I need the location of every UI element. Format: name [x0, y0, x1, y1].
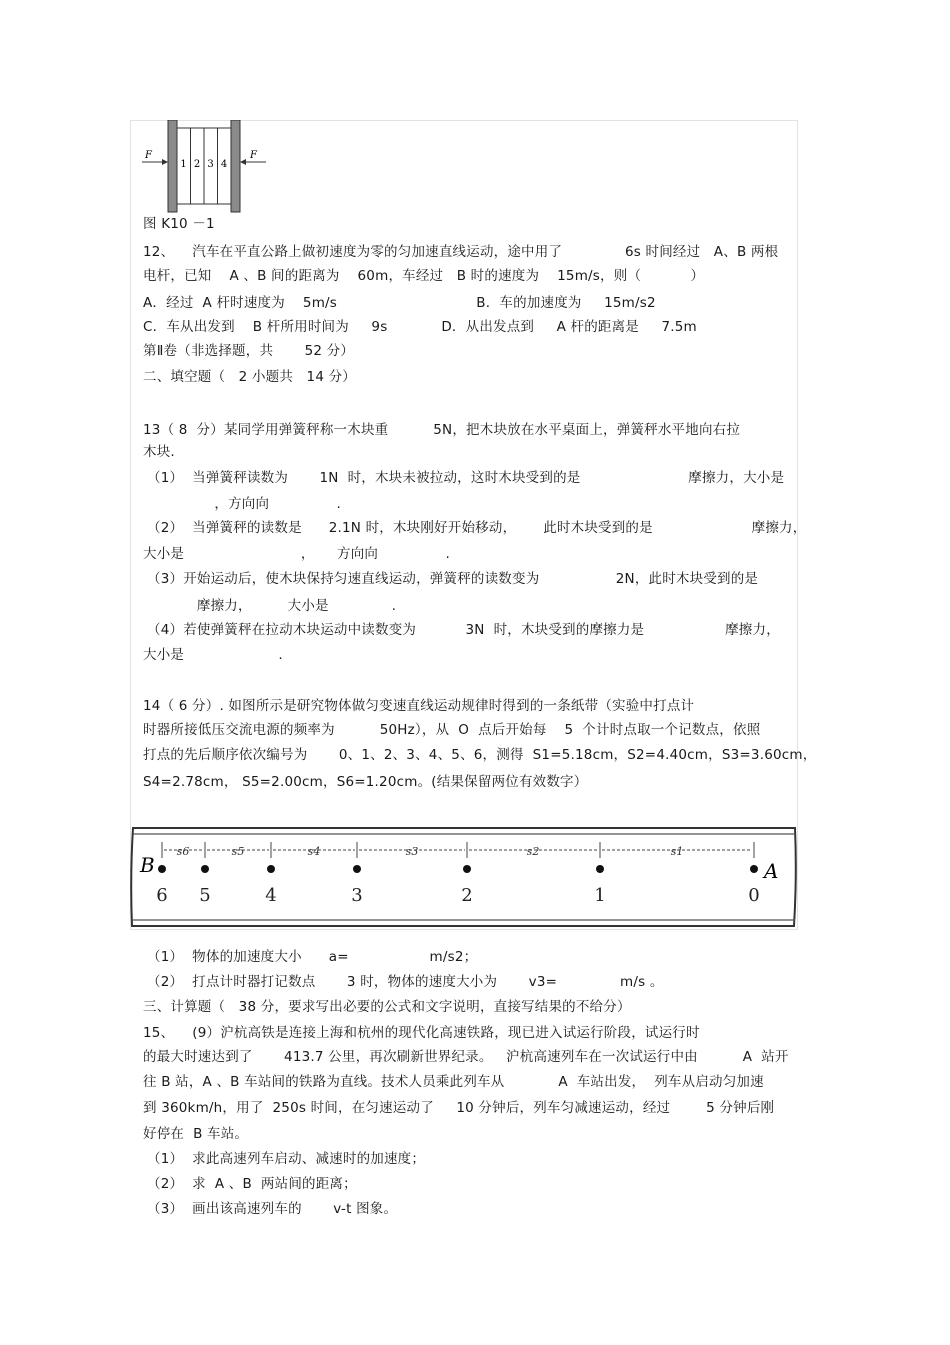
tape-dot: [463, 865, 471, 873]
point-number: 0: [748, 885, 760, 906]
tape-dot: [267, 865, 275, 873]
block-label: 4: [220, 159, 228, 170]
question-12-line-2: 电杆，已知 A 、B 间的距离为 60m，车经过 B 时的速度为 15m/s，则（ ）: [143, 268, 705, 284]
question-13-line-2: 木块.: [143, 444, 175, 460]
question-13-part-3-cont: 摩擦力， 大小是 .: [143, 598, 397, 614]
question-15-line-4: 到 360km/h，用了 250s 时间，在匀速运动了 10 分钟后，列车匀减速运动，经过 5 分钟后刚: [143, 1100, 775, 1116]
segment-label-s5: s5: [231, 845, 245, 858]
question-13-part-4: （4）若使弹簧秤在拉动木块运动中读数变为 3N 时，木块受到的摩擦力是 摩擦力，: [147, 622, 780, 638]
tape-dot: [201, 865, 209, 873]
calculation-heading: 三、计算题（ 38 分，要求写出必要的公式和文字说明，直接写结果的不给分）: [143, 999, 631, 1015]
question-13-part-3: （3）开始运动后，使木块保持匀速直线运动，弹簧秤的读数变为 2N，此时木块受到的是: [147, 571, 759, 587]
point-number: 1: [594, 885, 606, 906]
point-number: 2: [461, 885, 473, 906]
block-label: 1: [180, 159, 187, 170]
question-14-line-1: 14（ 6 分）. 如图所示是研究物体做匀变速直线运动规律时得到的一条纸带（实验中打点计: [143, 698, 695, 714]
question-14-part-2: （2） 打点计时器打记数点 3 时，物体的速度大小为 v3= m/s 。: [147, 974, 664, 990]
figure-caption: 图 K10 －1: [143, 216, 215, 232]
segment-label-s2: s2: [526, 845, 540, 858]
question-15-part-2: （2） 求 A 、B 两站间的距离；: [147, 1176, 357, 1192]
question-15-part-3: （3） 画出该高速列车的 v-t 图象。: [147, 1201, 398, 1217]
question-15-part-1: （1） 求此高速列车启动、减速时的加速度；: [147, 1151, 426, 1167]
tape-dot: [596, 865, 604, 873]
tape-dot: [158, 865, 166, 873]
figure-blocks-between-plates: [140, 120, 270, 215]
point-number: 5: [199, 885, 211, 906]
question-13-line-1: 13（ 8 分）某同学用弹簧秤称一木块重 5N，把木块放在水平桌面上，弹簧秤水平地向右拉: [143, 422, 741, 438]
force-label: F: [250, 150, 257, 161]
tape-dot: [353, 865, 361, 873]
force-label: F: [145, 150, 152, 161]
segment-label-s3: s3: [405, 845, 419, 858]
section-ii-heading: 第Ⅱ卷（非选择题，共 52 分）: [143, 343, 355, 359]
question-13-part-2: （2） 当弹簧秤的读数是 2.1N 时，木块刚好开始移动， 此时木块受到的是 摩擦力，: [147, 520, 807, 536]
question-15-line-3: 往 B 站，A 、B 车站间的铁路为直线。技术人员乘此列车从 A 车站出发， 列车从启动匀加速: [143, 1074, 764, 1090]
question-15-line-1: 15、 (9）沪杭高铁是连接上海和杭州的现代化高速铁路，现已进入试运行阶段，试运行时: [143, 1025, 700, 1041]
left-plate: [168, 120, 177, 212]
question-14-line-2: 时器所接低压交流电源的频率为 50Hz），从 O 点后开始每 5 个计时点取一个记数点，依照: [143, 722, 761, 738]
paper-tape-figure: [130, 826, 798, 930]
point-number: 4: [265, 885, 277, 906]
tape-dot: [750, 865, 758, 873]
question-14-line-4: S4=2.78cm， S5=2.00cm，S6=1.20cm。(结果保留两位有效数字）: [143, 774, 588, 790]
question-13-part-1-cont: ，方向向 .: [147, 496, 342, 512]
block-label: 2: [193, 159, 201, 170]
question-14-line-3: 打点的先后顺序依次编号为 0、1、2、3、4、5、6，测得 S1=5.18cm，S2=4.40cm，S3=3.60cm，: [143, 747, 817, 763]
question-15-line-2: 的最大时速达到了 413.7 公里，再次刷新世界纪录。 沪杭高速列车在一次试运行中由 A 站开: [143, 1049, 789, 1065]
right-plate: [231, 120, 240, 212]
block-label: 3: [207, 159, 214, 170]
point-number: 3: [351, 885, 363, 906]
tape-end-a: A: [764, 859, 779, 883]
question-14-part-1: （1） 物体的加速度大小 a= m/s2；: [147, 949, 478, 965]
fill-blank-heading: 二、填空题（ 2 小题共 14 分）: [143, 369, 356, 385]
segment-label-s6: s6: [176, 845, 190, 858]
question-13-part-1: （1） 当弹簧秤读数为 1N 时，木块未被拉动，这时木块受到的是 摩擦力，大小是: [147, 470, 785, 486]
segment-label-s4: s4: [307, 845, 321, 858]
tape-end-b: B: [140, 853, 155, 877]
question-13-part-4-cont: 大小是 .: [143, 647, 283, 663]
question-12-options-cd: C．车从出发到 B 杆所用时间为 9s D．从出发点到 A 杆的距离是 7.5m: [143, 319, 697, 335]
question-15-line-5: 好停在 B 车站。: [143, 1126, 249, 1142]
question-13-part-2-cont: 大小是 ， 方向向 .: [143, 546, 450, 562]
segment-label-s1: s1: [670, 845, 684, 858]
point-number: 6: [156, 885, 168, 906]
question-12-line-1: 12、 汽车在平直公路上做初速度为零的匀加速直线运动，途中用了 6s 时间经过 A、B 两根: [143, 244, 779, 260]
question-12-options-ab: A．经过 A 杆时速度为 5m/s B．车的加速度为 15m/s2: [143, 295, 656, 311]
